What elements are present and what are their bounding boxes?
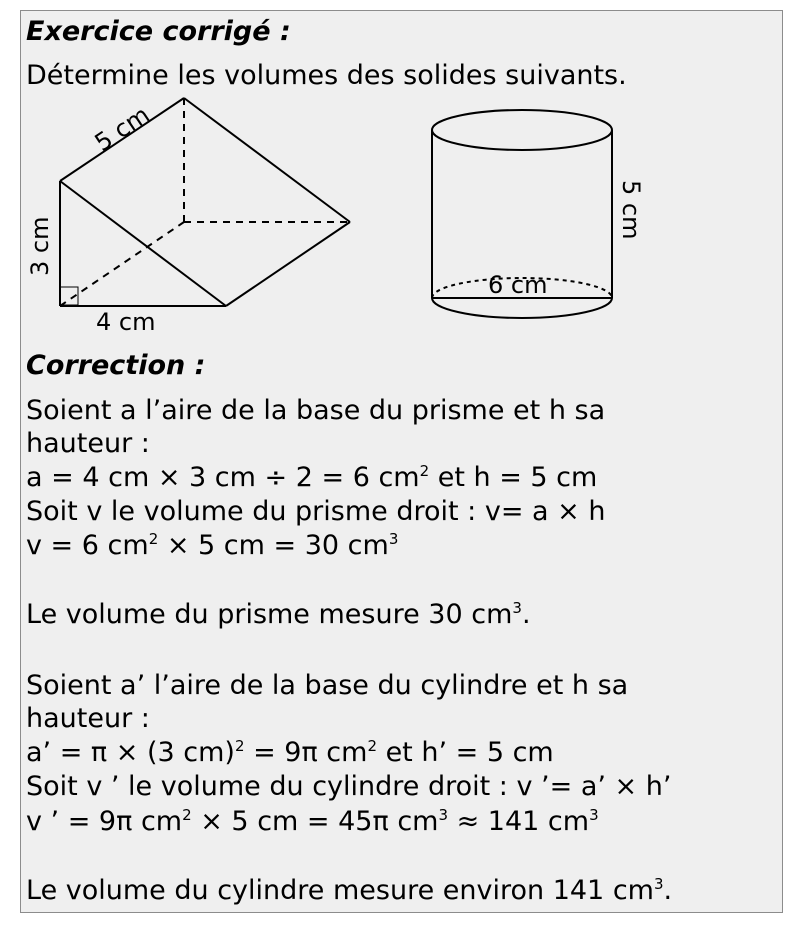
text-line: hauteur : — [26, 703, 150, 734]
formula-line — [26, 530, 398, 562]
formula-part: et h’ = 5 cm — [376, 737, 554, 768]
formula-part: et h = 5 cm — [429, 462, 598, 493]
superscript: 2 — [419, 462, 430, 480]
formula-part: v ’ = 9π cm — [26, 806, 183, 837]
superscript: 2 — [367, 737, 377, 755]
prism-result — [26, 599, 531, 631]
formula-line — [26, 737, 554, 769]
cylinder-figure — [420, 100, 660, 330]
formula-part: × 5 cm = 45π cm — [191, 806, 439, 837]
superscript: 3 — [653, 875, 664, 893]
formula-line — [26, 462, 597, 494]
prism-base-label: 4 cm — [96, 308, 156, 336]
cylinder-diameter-label: 6 cm — [488, 271, 548, 299]
formula-part: Le volume du cylindre mesure environ 141 cm — [26, 875, 654, 906]
text-line: hauteur : — [26, 428, 150, 459]
superscript: 2 — [148, 530, 159, 548]
formula-part: a’ = π × (3 cm) — [26, 737, 235, 768]
cylinder-result — [26, 875, 672, 907]
prism-figure — [20, 90, 370, 340]
text-line: Soient a l’aire de la base du prisme et h sa — [26, 395, 606, 426]
formula-part: . — [663, 875, 673, 906]
formula-line — [26, 806, 599, 838]
correction-heading: Correction : — [26, 350, 206, 381]
superscript: 3 — [589, 806, 599, 824]
text-line: Soit v ’ le volume du cylindre droit : v ’= a’ × h’ — [26, 771, 672, 802]
exercise-title: Exercice corrigé : — [26, 16, 291, 47]
cylinder-height-label: 5 cm — [617, 180, 645, 240]
formula-part: = 9π cm — [244, 737, 368, 768]
superscript: 2 — [234, 737, 245, 755]
formula-part: ≈ 141 cm — [448, 806, 590, 837]
formula-part: v = 6 cm — [26, 530, 149, 561]
instruction-text: Détermine les volumes des solides suivants. — [26, 60, 627, 91]
formula-part: × 5 cm = 30 cm — [158, 530, 389, 561]
text-line: Soient a’ l’aire de la base du cylindre et h sa — [26, 670, 629, 701]
superscript: 3 — [438, 806, 449, 824]
prism-height-label: 3 cm — [26, 216, 54, 276]
superscript: 2 — [182, 806, 192, 824]
superscript: 3 — [512, 599, 522, 617]
text-line: Soit v le volume du prisme droit : v= a × h — [26, 496, 606, 527]
formula-part: . — [521, 599, 531, 630]
prism-hypotenuse-label: 5 cm — [89, 100, 155, 157]
formula-part: Le volume du prisme mesure 30 cm — [26, 599, 513, 630]
formula-part: a = 4 cm × 3 cm ÷ 2 = 6 cm — [26, 462, 420, 493]
superscript: 3 — [388, 530, 399, 548]
